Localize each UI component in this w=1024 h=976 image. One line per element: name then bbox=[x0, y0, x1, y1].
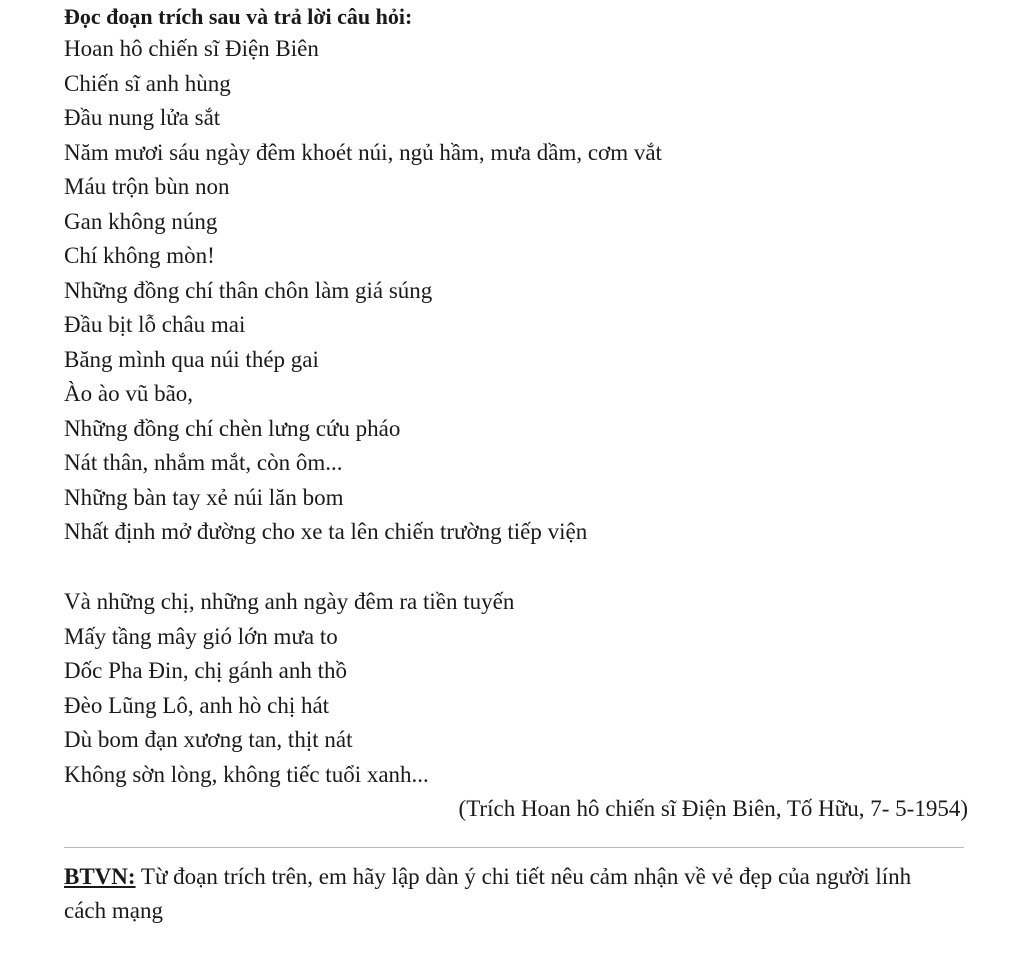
poem-line: Những bàn tay xẻ núi lăn bom bbox=[64, 484, 344, 510]
poem-line: Những đồng chí chèn lưng cứu pháo bbox=[64, 415, 401, 441]
poem-line: Ào ào vũ bão, bbox=[64, 381, 194, 406]
poem-line: Gan không núng bbox=[64, 208, 218, 234]
poem-line: Máu trộn bùn non bbox=[64, 174, 230, 199]
poem-citation: (Trích Hoan hô chiến sĩ Điện Biên, Tố Hữu, 7- 5-1954) bbox=[458, 796, 968, 821]
poem-line: Dốc Pha Đin, chị gánh anh thồ bbox=[64, 658, 347, 683]
section-divider bbox=[64, 847, 964, 848]
poem-line: Mấy tầng mây gió lớn mưa to bbox=[64, 623, 338, 649]
poem-line: Năm mươi sáu ngày đêm khoét núi, ngủ hầm, mưa dầm, cơm vắt bbox=[64, 139, 662, 165]
poem-line: Không sờn lòng, không tiếc tuổi xanh... bbox=[64, 761, 429, 787]
homework-assignment bbox=[64, 860, 944, 928]
poem-line: Đầu nung lửa sắt bbox=[64, 105, 221, 130]
poem-line: Nát thân, nhắm mắt, còn ôm... bbox=[64, 450, 343, 475]
poem-line: Băng mình qua núi thép gai bbox=[64, 346, 319, 372]
poem-line: Dù bom đạn xương tan, thịt nát bbox=[64, 727, 353, 752]
poem-stanza-1 bbox=[64, 32, 662, 550]
poem-line: Đèo Lũng Lô, anh hò chị hát bbox=[64, 692, 330, 718]
poem-line: Và những chị, những anh ngày đêm ra tiền tuyến bbox=[64, 589, 515, 614]
poem-line: Chí không mòn! bbox=[64, 243, 215, 268]
poem-line: Chiến sĩ anh hùng bbox=[64, 70, 231, 96]
homework-label: BTVN: bbox=[64, 864, 136, 889]
instruction-heading: Đọc đoạn trích sau và trả lời câu hỏi: bbox=[64, 4, 413, 29]
poem-stanza-2 bbox=[64, 585, 514, 792]
poem-line: Đầu bịt lỗ châu mai bbox=[64, 312, 246, 337]
poem-line: Hoan hô chiến sĩ Điện Biên bbox=[64, 36, 319, 61]
poem-line: Những đồng chí thân chôn làm giá súng bbox=[64, 277, 433, 303]
poem-line: Nhất định mở đường cho xe ta lên chiến trường tiếp viện bbox=[64, 519, 588, 544]
homework-text: Từ đoạn trích trên, em hãy lập dàn ý chi tiết nêu cảm nhận về vẻ đẹp của người lính cách mạng bbox=[64, 864, 912, 923]
